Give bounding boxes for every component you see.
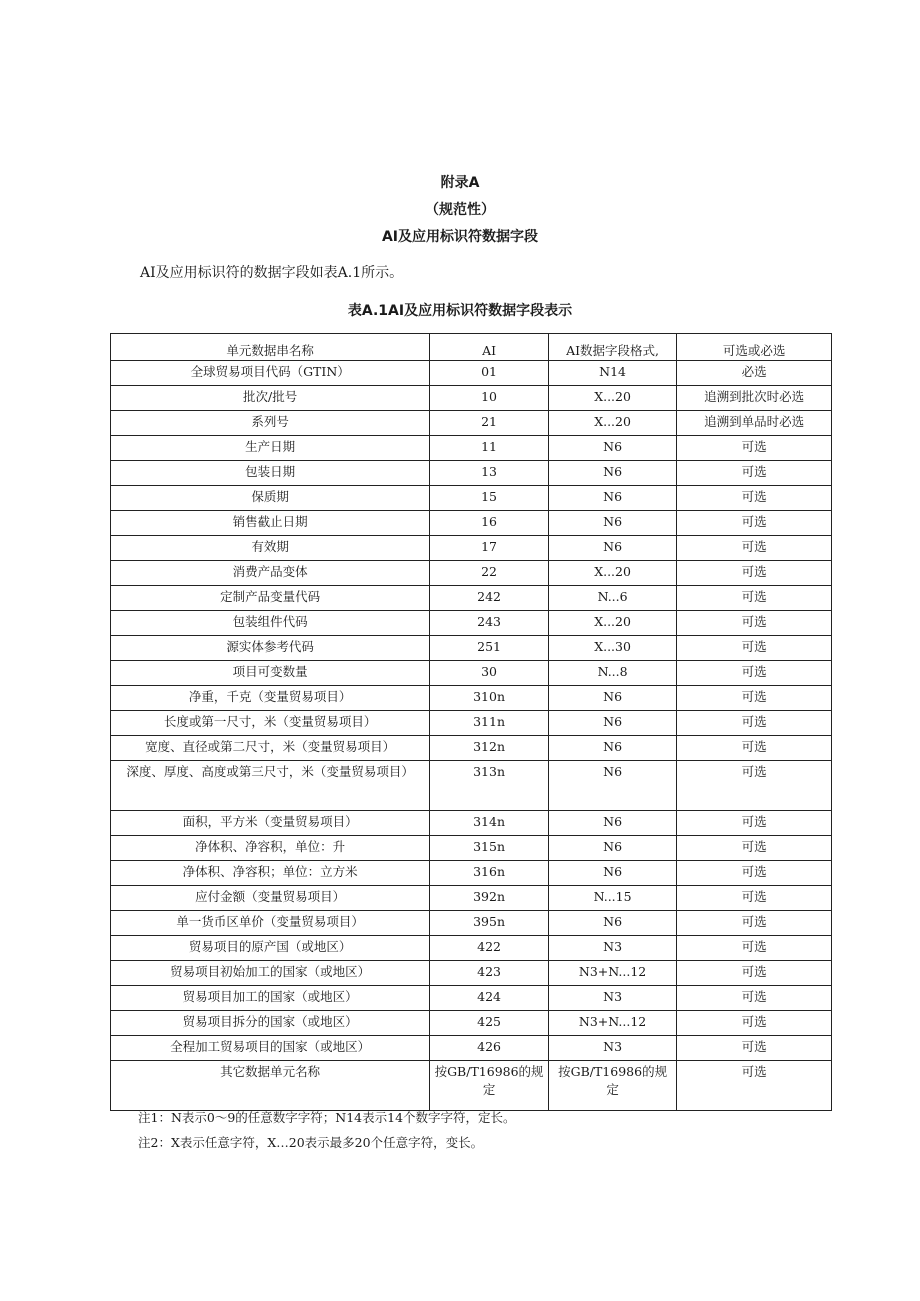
table-cell: 可选 bbox=[677, 436, 832, 461]
table-cell: 424 bbox=[430, 986, 548, 1011]
table-cell: 可选 bbox=[677, 811, 832, 836]
table-cell: 必选 bbox=[677, 361, 832, 386]
table-cell: 可选 bbox=[677, 911, 832, 936]
table-cell: 21 bbox=[430, 411, 548, 436]
table-cell: 包装日期 bbox=[111, 461, 430, 486]
table-cell: 批次/批号 bbox=[111, 386, 430, 411]
ai-data-field-table bbox=[110, 333, 832, 1111]
table-cell: 全程加工贸易项目的国家（或地区） bbox=[111, 1036, 430, 1061]
table-cell: 面积，平方米（变量贸易项目） bbox=[111, 811, 430, 836]
table-cell: 01 bbox=[430, 361, 548, 386]
table-cell: 应付金额（变量贸易项目） bbox=[111, 886, 430, 911]
table-cell: 贸易项目拆分的国家（或地区） bbox=[111, 1011, 430, 1036]
table-row bbox=[111, 511, 832, 536]
table-cell: 310n bbox=[430, 686, 548, 711]
table-cell: 可选 bbox=[677, 736, 832, 761]
table-cell: 242 bbox=[430, 586, 548, 611]
table-row bbox=[111, 811, 832, 836]
table-cell: 425 bbox=[430, 1011, 548, 1036]
table-cell: 可选 bbox=[677, 686, 832, 711]
table-cell: N6 bbox=[548, 461, 677, 486]
table-cell: N3 bbox=[548, 1036, 677, 1061]
table-cell: N3+N...12 bbox=[548, 1011, 677, 1036]
table-row bbox=[111, 1036, 832, 1061]
table-cell: 净体积、净容积；单位：立方米 bbox=[111, 861, 430, 886]
column-header: AI bbox=[430, 334, 548, 361]
table-cell: N3 bbox=[548, 986, 677, 1011]
table-cell: 311n bbox=[430, 711, 548, 736]
table-cell: 可选 bbox=[677, 836, 832, 861]
table-cell: 312n bbox=[430, 736, 548, 761]
table-cell: 包装组件代码 bbox=[111, 611, 430, 636]
table-cell: 22 bbox=[430, 561, 548, 586]
table-cell: N...8 bbox=[548, 661, 677, 686]
table-cell: 422 bbox=[430, 936, 548, 961]
table-cell: N6 bbox=[548, 686, 677, 711]
table-cell: 销售截止日期 bbox=[111, 511, 430, 536]
table-cell: 10 bbox=[430, 386, 548, 411]
table-cell: 系列号 bbox=[111, 411, 430, 436]
table-cell: 可选 bbox=[677, 486, 832, 511]
column-header: 单元数据串名称 bbox=[111, 334, 430, 361]
normative-label: （规范性） bbox=[425, 202, 495, 218]
table-cell: 可选 bbox=[677, 761, 832, 811]
table-cell: 有效期 bbox=[111, 536, 430, 561]
table-cell: N3 bbox=[548, 936, 677, 961]
table-cell: X...20 bbox=[548, 386, 677, 411]
table-cell: 可选 bbox=[677, 886, 832, 911]
table-row bbox=[111, 611, 832, 636]
table-cell: 其它数据单元名称 bbox=[111, 1061, 430, 1111]
table-cell: N6 bbox=[548, 436, 677, 461]
table-cell: N6 bbox=[548, 511, 677, 536]
table-cell: 可选 bbox=[677, 536, 832, 561]
table-row bbox=[111, 761, 832, 811]
annex-title: AI及应用标识符数据字段 bbox=[381, 229, 539, 245]
table-cell: 全球贸易项目代码（GTIN） bbox=[111, 361, 430, 386]
table-cell: 15 bbox=[430, 486, 548, 511]
table-row bbox=[111, 486, 832, 511]
table-row bbox=[111, 661, 832, 686]
table-header-row bbox=[111, 334, 832, 361]
table-row bbox=[111, 361, 832, 386]
table-cell: 源实体参考代码 bbox=[111, 636, 430, 661]
table-row bbox=[111, 961, 832, 986]
table-row bbox=[111, 711, 832, 736]
table-cell: 定制产品变量代码 bbox=[111, 586, 430, 611]
table-cell: 长度或第一尺寸，米（变量贸易项目） bbox=[111, 711, 430, 736]
table-row bbox=[111, 911, 832, 936]
table-cell: 可选 bbox=[677, 711, 832, 736]
table-cell: 30 bbox=[430, 661, 548, 686]
table-cell: X...30 bbox=[548, 636, 677, 661]
table-cell: 可选 bbox=[677, 461, 832, 486]
table-cell: N6 bbox=[548, 711, 677, 736]
intro-paragraph: AI及应用标识符的数据字段如表A.1所示。 bbox=[140, 265, 404, 281]
table-body bbox=[111, 361, 832, 1111]
table-cell: 16 bbox=[430, 511, 548, 536]
table-cell: 宽度、直径或第二尺寸，米（变量贸易项目） bbox=[111, 736, 430, 761]
table-cell: 可选 bbox=[677, 561, 832, 586]
table-cell: 可选 bbox=[677, 936, 832, 961]
table-cell: N6 bbox=[548, 861, 677, 886]
table-cell: 可选 bbox=[677, 1011, 832, 1036]
table-cell: 可选 bbox=[677, 1061, 832, 1111]
table-cell: 251 bbox=[430, 636, 548, 661]
footnote: 注1：N表示0～9的任意数字字符；N14表示14个数字字符，定长。 bbox=[138, 1110, 516, 1125]
table-cell: N6 bbox=[548, 536, 677, 561]
table-cell: 314n bbox=[430, 811, 548, 836]
table-row bbox=[111, 461, 832, 486]
table-cell: 可选 bbox=[677, 636, 832, 661]
table-cell: 可选 bbox=[677, 511, 832, 536]
table-row bbox=[111, 586, 832, 611]
table-cell: N14 bbox=[548, 361, 677, 386]
footnote: 注2：X表示任意字符，X…20表示最多20个任意字符，变长。 bbox=[138, 1135, 484, 1150]
table-caption: 表A.1AI及应用标识符数据字段表示 bbox=[347, 303, 573, 319]
table-cell: 项目可变数量 bbox=[111, 661, 430, 686]
table-row bbox=[111, 986, 832, 1011]
table-cell: X...20 bbox=[548, 611, 677, 636]
table-cell: 净体积、净容积，单位：升 bbox=[111, 836, 430, 861]
table-cell: N...6 bbox=[548, 586, 677, 611]
table-cell: 可选 bbox=[677, 586, 832, 611]
table-cell: 13 bbox=[430, 461, 548, 486]
table-cell: 可选 bbox=[677, 961, 832, 986]
table-cell: 生产日期 bbox=[111, 436, 430, 461]
table-cell: 贸易项目初始加工的国家（或地区） bbox=[111, 961, 430, 986]
table-cell: 按GB/T16986的规定 bbox=[430, 1061, 548, 1111]
table-cell: N3+N...12 bbox=[548, 961, 677, 986]
table-row bbox=[111, 636, 832, 661]
table-cell: 贸易项目加工的国家（或地区） bbox=[111, 986, 430, 1011]
table-cell: 313n bbox=[430, 761, 548, 811]
table-cell: 可选 bbox=[677, 611, 832, 636]
table-cell: 426 bbox=[430, 1036, 548, 1061]
table-row bbox=[111, 436, 832, 461]
annex-label: 附录A bbox=[440, 175, 480, 191]
table-cell: N...15 bbox=[548, 886, 677, 911]
table-cell: 可选 bbox=[677, 861, 832, 886]
table-cell: N6 bbox=[548, 911, 677, 936]
table-row bbox=[111, 936, 832, 961]
table-cell: N6 bbox=[548, 761, 677, 811]
table-cell: 316n bbox=[430, 861, 548, 886]
table-cell: X...20 bbox=[548, 411, 677, 436]
table-cell: 按GB/T16986的规定 bbox=[548, 1061, 677, 1111]
table-cell: 392n bbox=[430, 886, 548, 911]
table-cell: 追溯到批次时必选 bbox=[677, 386, 832, 411]
table-cell: 243 bbox=[430, 611, 548, 636]
table-row bbox=[111, 536, 832, 561]
table-cell: 可选 bbox=[677, 1036, 832, 1061]
table-row bbox=[111, 886, 832, 911]
table-cell: 可选 bbox=[677, 661, 832, 686]
table-row bbox=[111, 686, 832, 711]
table-cell: N6 bbox=[548, 811, 677, 836]
table-cell: N6 bbox=[548, 836, 677, 861]
table-cell: 保质期 bbox=[111, 486, 430, 511]
table-row bbox=[111, 861, 832, 886]
table-cell: 315n bbox=[430, 836, 548, 861]
table-cell: 17 bbox=[430, 536, 548, 561]
table-row bbox=[111, 386, 832, 411]
table-cell: 贸易项目的原产国（或地区） bbox=[111, 936, 430, 961]
table-cell: 追溯到单品时必选 bbox=[677, 411, 832, 436]
table-row bbox=[111, 561, 832, 586]
table-row bbox=[111, 836, 832, 861]
table-cell: 深度、厚度、高度或第三尺寸，米（变量贸易项目） bbox=[111, 761, 430, 811]
table-cell: 净重，千克（变量贸易项目） bbox=[111, 686, 430, 711]
table-row bbox=[111, 411, 832, 436]
column-header: 可选或必选 bbox=[677, 334, 832, 361]
table-row bbox=[111, 1061, 832, 1111]
table-cell: 消费产品变体 bbox=[111, 561, 430, 586]
table-cell: 395n bbox=[430, 911, 548, 936]
table-row bbox=[111, 736, 832, 761]
table-cell: 可选 bbox=[677, 986, 832, 1011]
column-header: AI数据字段格式, bbox=[548, 334, 677, 361]
table-cell: 423 bbox=[430, 961, 548, 986]
table-cell: N6 bbox=[548, 486, 677, 511]
table-cell: N6 bbox=[548, 736, 677, 761]
table-cell: 单一货币区单价（变量贸易项目） bbox=[111, 911, 430, 936]
table-row bbox=[111, 1011, 832, 1036]
table-cell: 11 bbox=[430, 436, 548, 461]
table-cell: X...20 bbox=[548, 561, 677, 586]
